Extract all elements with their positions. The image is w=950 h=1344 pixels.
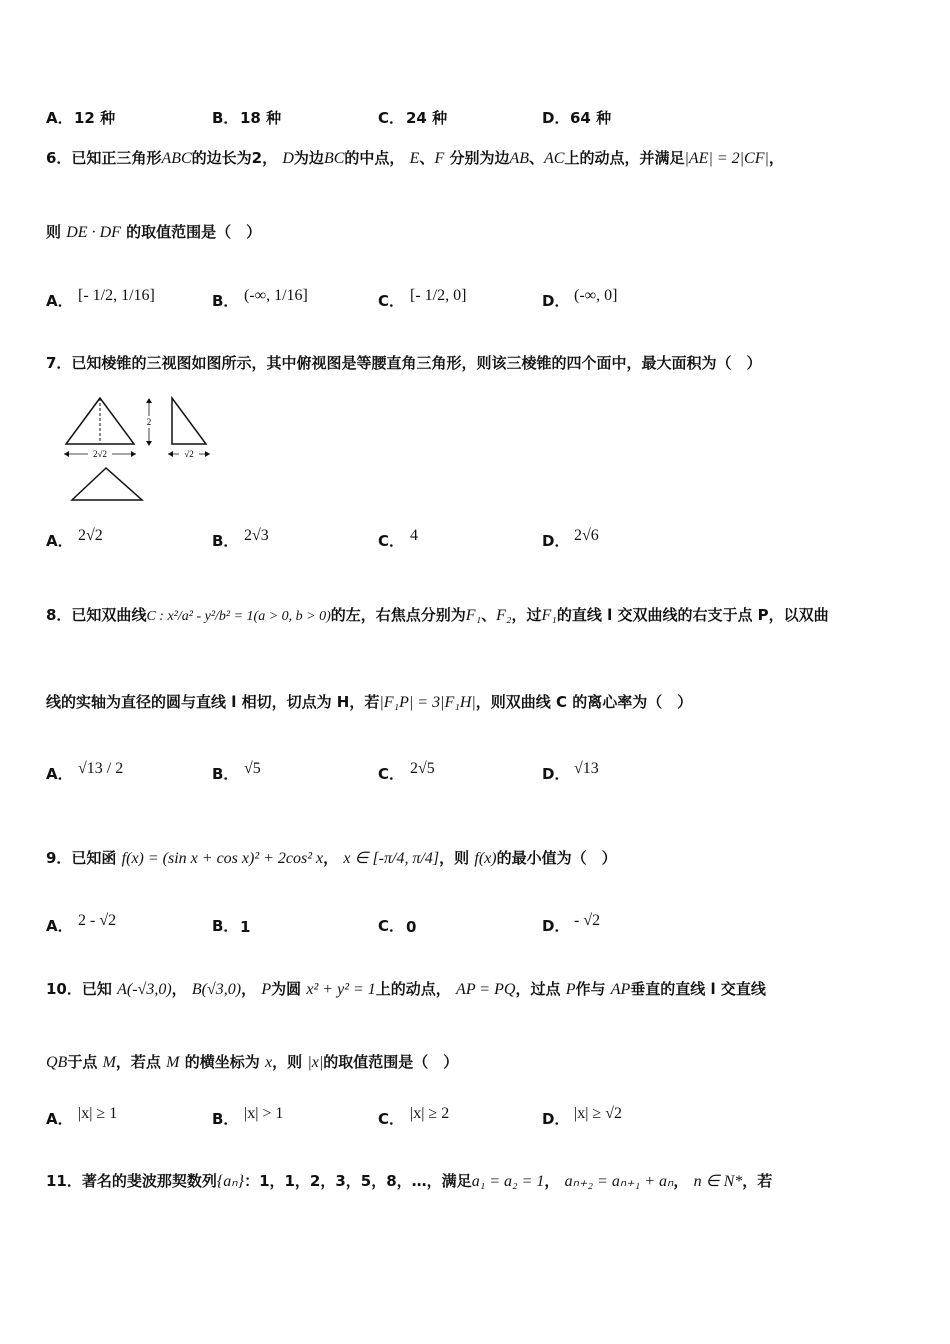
option-label: D． <box>542 1110 570 1128</box>
option-label: A． <box>46 292 73 310</box>
math: M <box>102 1054 116 1071</box>
question-text: ：1，1，2，3，5，8，…，满足 <box>244 1172 472 1190</box>
option-label: C． <box>378 532 405 550</box>
option-value: (-∞, 0] <box>574 287 618 304</box>
question-text: 、 <box>419 149 435 167</box>
question-text: 分别为边 <box>449 149 510 167</box>
question-text: 的最小值为（ ） <box>496 849 617 867</box>
question-text: 为边 <box>293 149 324 167</box>
math: AP = PQ <box>456 981 516 998</box>
q9-options <box>46 900 926 940</box>
arrow-right-icon <box>205 451 210 457</box>
option-label: B． <box>212 765 239 783</box>
q10-line-2 <box>46 1052 458 1073</box>
q6-line-1 <box>46 148 784 169</box>
option-value: √5 <box>244 760 261 777</box>
q6-options <box>46 275 926 315</box>
math: F₂ <box>496 607 512 624</box>
question-text: 9．已知函 <box>46 849 117 867</box>
math: E <box>409 150 420 167</box>
height-label: 2 <box>146 417 152 427</box>
option-value: 24 种 <box>406 109 448 127</box>
math: BC <box>323 150 345 167</box>
question-text: 7．已知棱锥的三视图如图所示，其中俯视图是等腰直角三角形，则该三棱锥的四个面中，最大面积为（ ） <box>46 354 762 372</box>
option-value: √13 <box>574 760 599 777</box>
math: DE · DF <box>66 224 121 241</box>
option-value: 64 种 <box>570 109 612 127</box>
option-value: 2√5 <box>410 760 435 777</box>
q8-line-1 <box>46 605 829 627</box>
option-label: D． <box>542 532 570 550</box>
math: F₁ <box>541 607 557 624</box>
three-view-figure <box>62 392 222 504</box>
question-text: 的直线 l 交双曲线的右支于点 P，以双曲 <box>556 606 829 624</box>
question-text: 的中点， <box>344 149 405 167</box>
math: f(x) = (sin x + cos x)² + 2cos² x <box>121 850 324 867</box>
math: A(-√3,0) <box>117 981 172 998</box>
q11-line <box>46 1171 772 1192</box>
q8-line-2 <box>46 692 692 713</box>
math: M <box>166 1054 180 1071</box>
math: AP <box>610 981 631 998</box>
option-text: B． <box>212 109 239 127</box>
question-text: ，过 <box>511 606 542 624</box>
math: F <box>434 150 445 167</box>
arrow-right-icon <box>131 451 136 457</box>
question-text: ， <box>544 1172 560 1190</box>
option-value: |x| ≥ 2 <box>410 1105 450 1122</box>
option-label: C． <box>378 917 405 935</box>
question-text: ，若 <box>742 1172 773 1190</box>
option-value: [- 1/2, 1/16] <box>78 287 155 304</box>
question-text: 的取值范围是（ ） <box>323 1053 459 1071</box>
option-label: D． <box>542 765 570 783</box>
option-label: A． <box>46 532 73 550</box>
math: C : x²/a² - y²/b² = 1(a > 0, b > 0) <box>146 609 331 624</box>
side-view-triangle <box>172 398 206 444</box>
option-label: C． <box>378 292 405 310</box>
question-text: ，则双曲线 C 的离心率为（ ） <box>475 693 693 711</box>
question-text: 于点 <box>67 1053 98 1071</box>
math: x² + y² = 1 <box>306 981 376 998</box>
width-label-2: √2 <box>184 449 194 459</box>
math: ABC <box>161 150 192 167</box>
question-text: 6．已知正三角形 <box>46 149 162 167</box>
question-text: 的取值范围是（ ） <box>126 223 262 241</box>
question-text: ， <box>673 1172 689 1190</box>
arrow-down-icon <box>146 441 152 446</box>
question-text: 、 <box>481 606 497 624</box>
question-text: 的左，右焦点分别为 <box>330 606 466 624</box>
option-value: |x| ≥ 1 <box>78 1105 118 1122</box>
question-text: 为圆 <box>271 980 302 998</box>
q8-options <box>46 748 926 788</box>
arrow-left-icon <box>168 451 173 457</box>
q10-options <box>46 1093 926 1133</box>
option-value: 4 <box>410 527 418 544</box>
option-label: A． <box>46 765 73 783</box>
option-label: B． <box>212 1110 239 1128</box>
option-label: B． <box>212 532 239 550</box>
question-text: ，过点 <box>515 980 561 998</box>
math: QB <box>46 1054 68 1071</box>
question-text: 8．已知双曲线 <box>46 606 147 624</box>
option-value: 0 <box>406 918 417 936</box>
math: aₙ₊₂ = aₙ₊₁ + aₙ <box>564 1173 674 1190</box>
math: AB <box>509 150 530 167</box>
math: B(√3,0) <box>191 981 242 998</box>
question-text: 11．著名的斐波那契数列 <box>46 1172 217 1190</box>
option-value: 2 - √2 <box>78 912 117 929</box>
question-text: ，若点 <box>115 1053 161 1071</box>
option-label: A． <box>46 917 73 935</box>
question-text: 10．已知 <box>46 980 112 998</box>
option-label: C． <box>378 1110 405 1128</box>
question-text: ， <box>323 849 339 867</box>
option-value: |x| > 1 <box>244 1105 284 1122</box>
arrow-left-icon <box>64 451 69 457</box>
math: AC <box>544 150 565 167</box>
question-text: 作与 <box>575 980 606 998</box>
q5-options <box>46 92 926 132</box>
option-value: 12 种 <box>74 109 116 127</box>
option-label: B． <box>212 292 239 310</box>
question-text: ，则 <box>439 849 470 867</box>
question-text: ， <box>241 980 257 998</box>
math: n ∈ N* <box>693 1173 743 1190</box>
option-text: A． <box>46 109 73 127</box>
option-label: D． <box>542 917 570 935</box>
q10-line-1 <box>46 979 766 1000</box>
q7-options <box>46 515 926 555</box>
math: {aₙ} <box>216 1173 245 1190</box>
math: |x| <box>307 1054 324 1071</box>
math: |AE| = 2|CF| <box>684 150 769 167</box>
math: P <box>261 981 272 998</box>
question-text: ，则 <box>272 1053 303 1071</box>
option-value: (-∞, 1/16] <box>244 287 308 304</box>
question-text: 则 <box>46 223 62 241</box>
question-text: 的边长为2， <box>191 149 278 167</box>
option-label: A． <box>46 1110 73 1128</box>
math: x ∈ [-π/4, π/4] <box>343 850 440 867</box>
option-text: D． <box>542 109 570 127</box>
option-value: 2√3 <box>244 527 269 544</box>
q6-line-2 <box>46 222 261 243</box>
option-text: C． <box>378 109 405 127</box>
width-label-1: 2√2 <box>93 449 107 459</box>
option-value: 1 <box>240 918 251 936</box>
math: P <box>565 981 576 998</box>
math: D <box>282 150 294 167</box>
math: x <box>264 1054 273 1071</box>
math: |F₁P| = 3|F₁H| <box>379 694 476 711</box>
option-value: √13 / 2 <box>78 760 124 777</box>
arrow-up-icon <box>146 398 152 403</box>
option-label: C． <box>378 765 405 783</box>
option-value: 2√6 <box>574 527 599 544</box>
option-value: 2√2 <box>78 527 103 544</box>
question-text: ， <box>171 980 187 998</box>
option-value: - √2 <box>574 912 601 929</box>
option-value: 18 种 <box>240 109 282 127</box>
q7-line <box>46 353 761 373</box>
question-text: 、 <box>529 149 545 167</box>
question-text: 线的实轴为直径的圆与直线 l 相切，切点为 H，若 <box>46 693 380 711</box>
top-view-triangle <box>72 468 142 500</box>
question-text: 上的动点，并满足 <box>564 149 685 167</box>
q9-line <box>46 848 617 869</box>
question-text: 上的动点， <box>375 980 451 998</box>
option-label: B． <box>212 917 239 935</box>
option-value: |x| ≥ √2 <box>574 1105 622 1122</box>
math: f(x) <box>474 850 497 867</box>
question-text: 垂直的直线 l 交直线 <box>630 980 766 998</box>
option-value: [- 1/2, 0] <box>410 287 467 304</box>
question-text: ， <box>768 149 784 167</box>
math: F₁ <box>465 607 482 624</box>
math: a₁ = a₂ = 1 <box>471 1173 545 1190</box>
question-text: 的横坐标为 <box>184 1053 260 1071</box>
option-label: D． <box>542 292 570 310</box>
